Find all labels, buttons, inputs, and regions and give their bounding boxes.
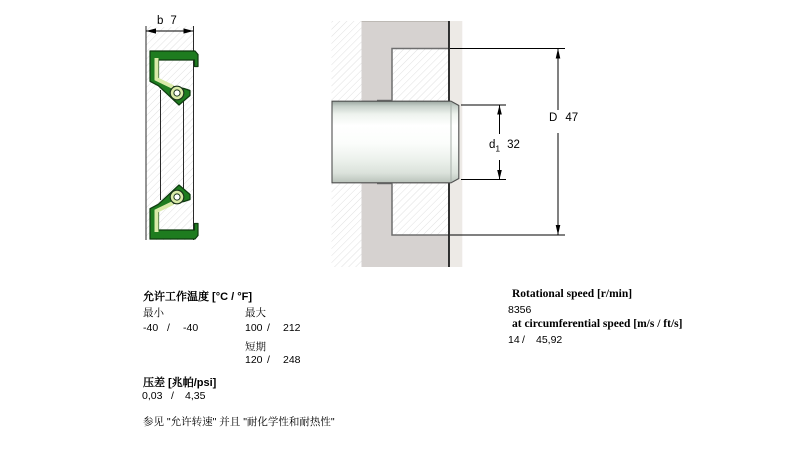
dim-b-value: 7 xyxy=(170,15,177,27)
dim-b-label xyxy=(155,15,179,27)
temperature-max-column-label: 最大 xyxy=(245,307,266,319)
temperature-short-c: 120 xyxy=(245,354,263,366)
circumferential-speed-fts: 45,92 xyxy=(536,334,563,346)
pressure-mpa: 0,03 xyxy=(142,390,163,402)
garter-spring-inner xyxy=(174,90,180,96)
dim-d1-label xyxy=(487,139,522,154)
pressure-title: 压差 [兆帕/psi] xyxy=(143,377,217,389)
shaft xyxy=(332,101,459,183)
temperature-max-c: 100 xyxy=(245,322,263,334)
dim-d1-value: 32 xyxy=(507,139,520,151)
circumferential-speed-separator: / xyxy=(522,334,525,346)
temperature-short-separator: / xyxy=(267,354,270,366)
reference-note: 参见 "允许转速" 并且 "耐化学性和耐热性" xyxy=(143,416,335,428)
dim-d1-arrow-down xyxy=(497,170,502,180)
dim-D-arrow-up xyxy=(556,49,561,59)
rotational-speed-title: Rotational speed [r/min] xyxy=(512,288,633,300)
temperature-title: 允许工作温度 [°C / °F] xyxy=(143,291,253,303)
temperature-min-separator: / xyxy=(167,322,170,334)
dim-d1-subscript: 1 xyxy=(495,143,501,154)
temperature-min-c: -40 xyxy=(143,322,159,334)
dim-d1-arrow-up xyxy=(497,105,502,115)
dim-d1-symbol: d xyxy=(489,139,496,151)
dim-b-symbol: b xyxy=(157,15,164,27)
installation-drawing xyxy=(332,21,566,267)
circumferential-speed-title: at circumferential speed [m/s / ft/s] xyxy=(512,318,683,330)
dim-D-arrow-down xyxy=(556,225,561,235)
pressure-psi: 4,35 xyxy=(185,390,206,402)
dim-D-value: 47 xyxy=(565,112,579,124)
temperature-short-term-label: 短期 xyxy=(245,341,266,353)
temperature-min-column-label: 最小 xyxy=(143,307,164,319)
temperature-max-f: 212 xyxy=(283,322,301,334)
temperature-min-f: -40 xyxy=(183,322,199,334)
circumferential-speed-ms: 14 xyxy=(508,334,520,346)
temperature-short-f: 248 xyxy=(283,354,301,366)
seal-cross-section-drawing xyxy=(146,26,198,240)
dim-D-label xyxy=(547,112,580,124)
pressure-separator: / xyxy=(171,390,174,402)
temperature-max-separator: / xyxy=(267,322,270,334)
dim-D-symbol: D xyxy=(549,112,558,124)
rotational-speed-value: 8356 xyxy=(508,304,532,316)
